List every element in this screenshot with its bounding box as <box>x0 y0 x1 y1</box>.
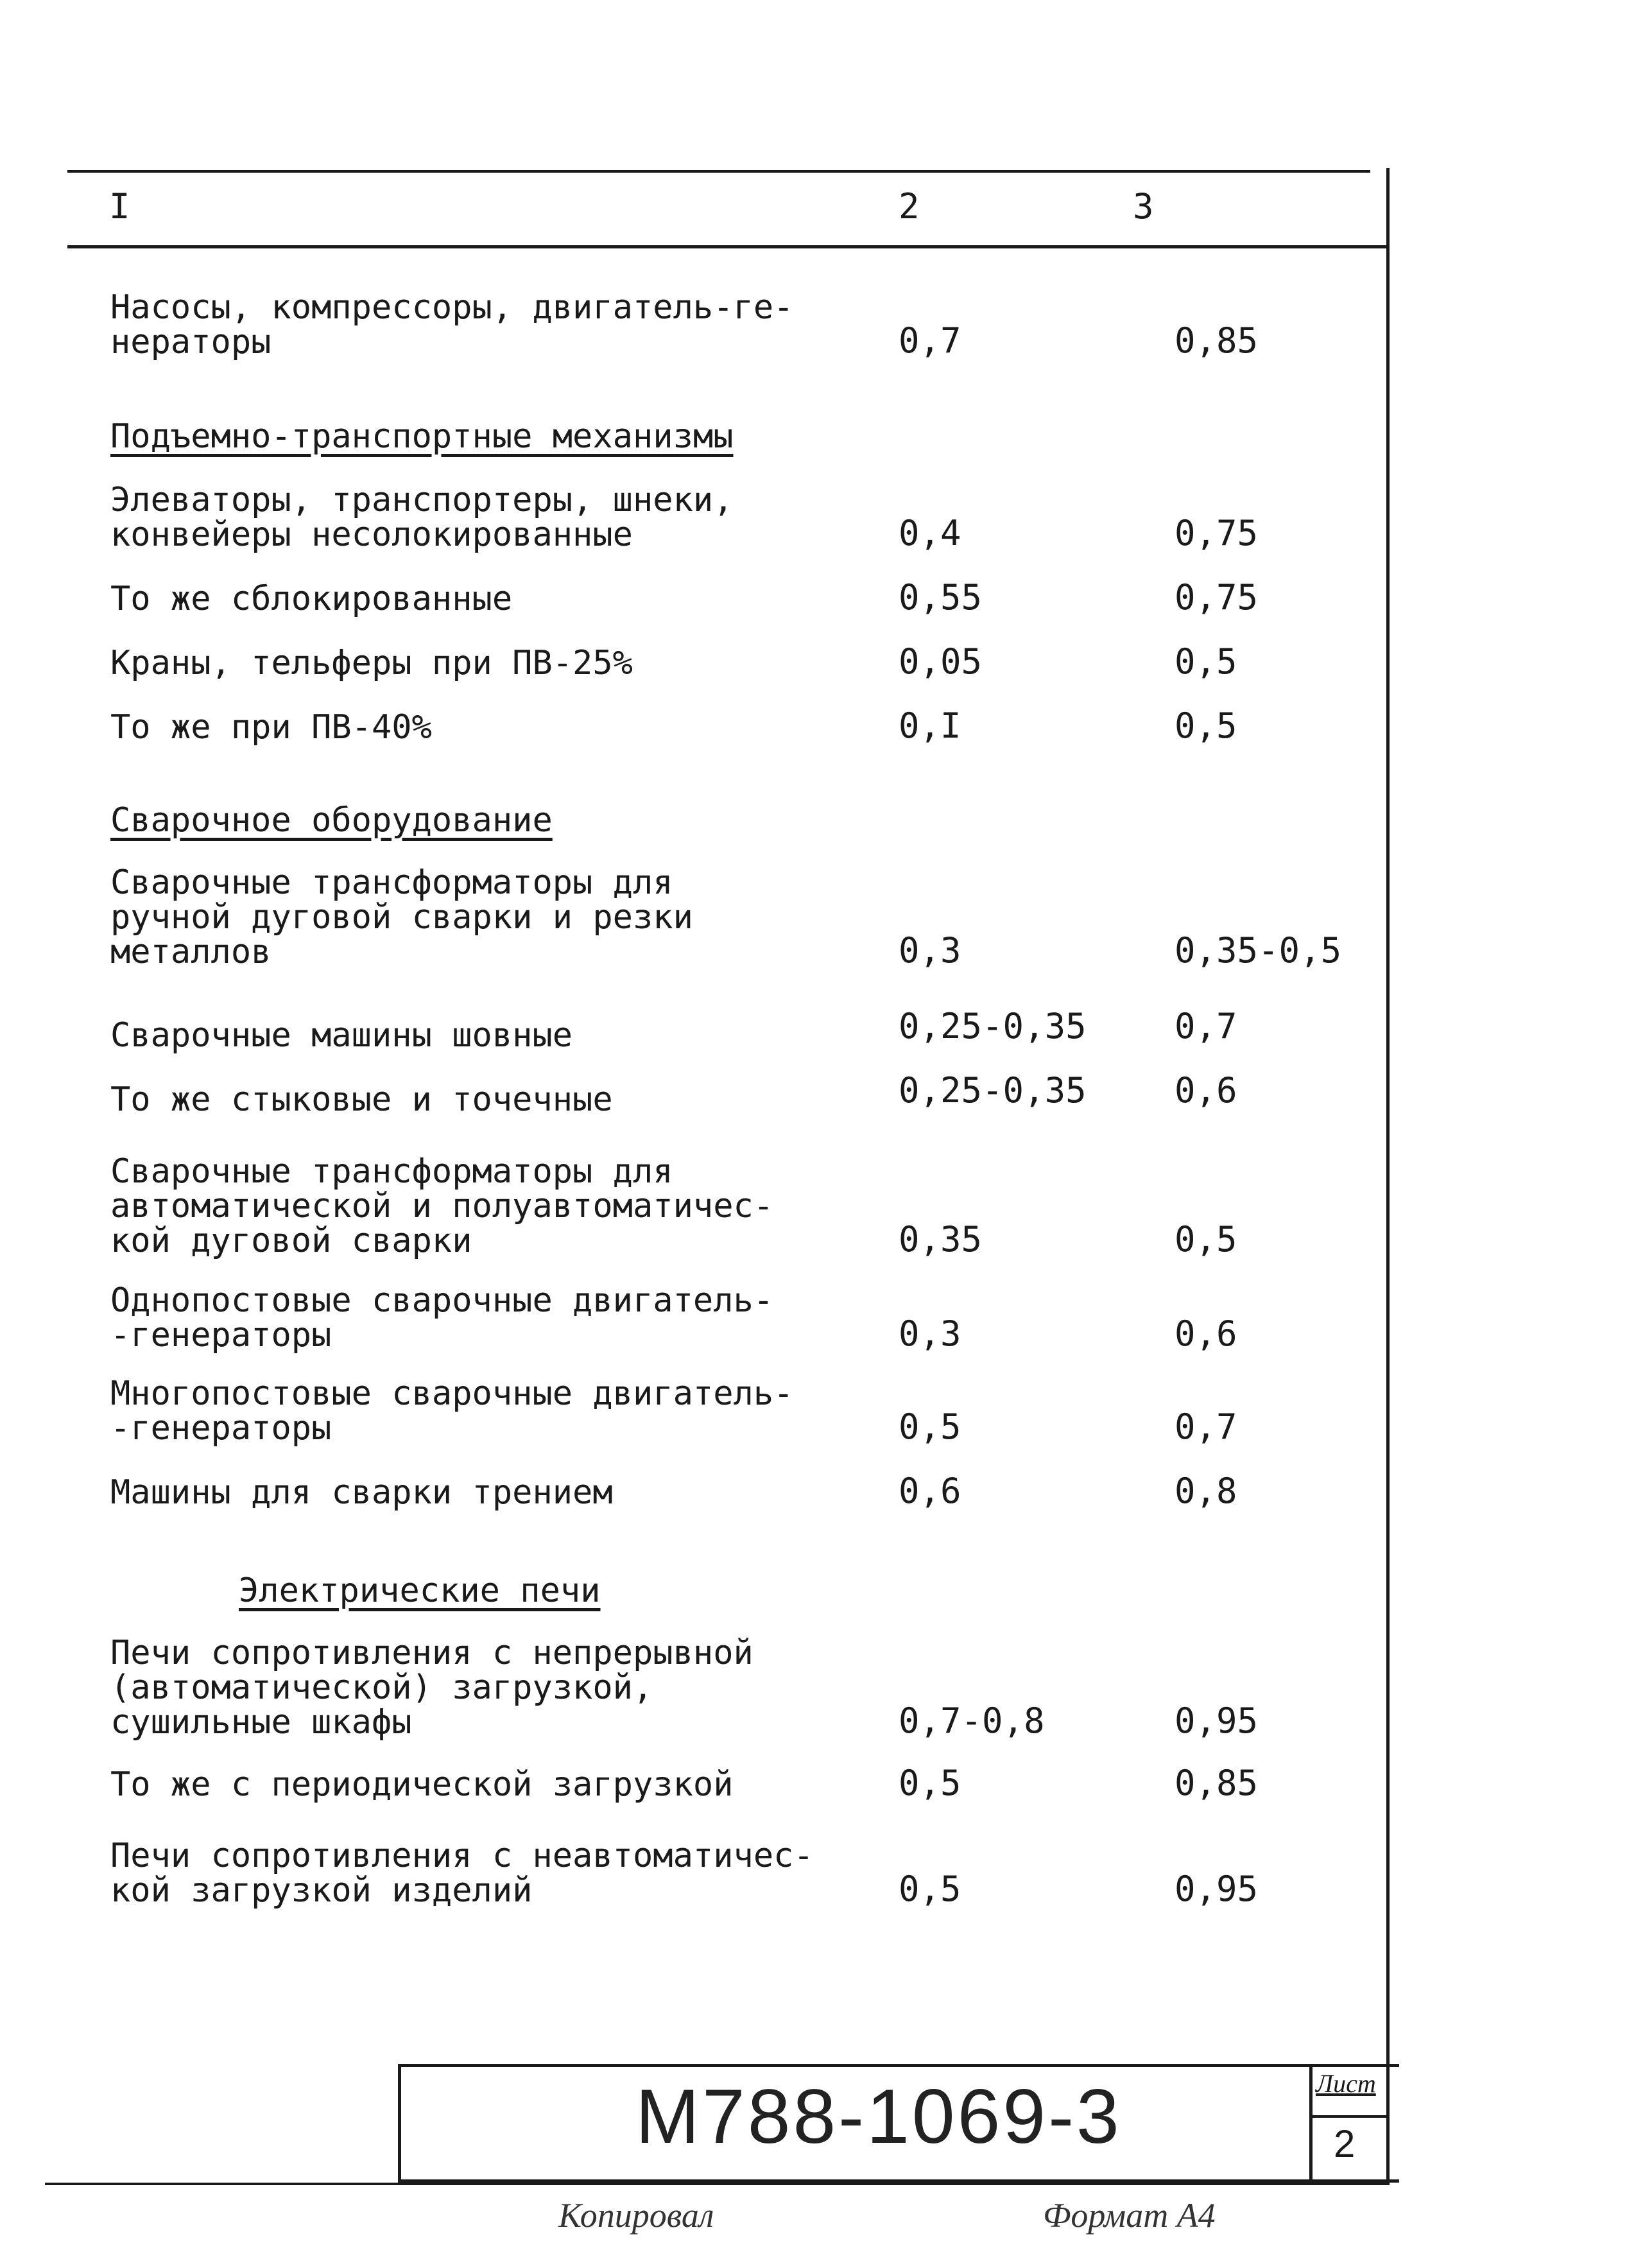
footer-format: Формат А4 <box>1043 2196 1216 2235</box>
value-col2: 0,5 <box>899 1407 961 1447</box>
item-description: То же сблокированные <box>110 580 513 618</box>
table-row <box>0 578 1627 616</box>
table-row <box>0 1152 1627 1258</box>
value-col3: 0,5 <box>1175 1219 1237 1260</box>
item-description: То же при ПВ-40% <box>110 708 432 747</box>
item-description: Печи сопротивления с непрерывной (автоматической) загрузкой, сушильные шкафы <box>110 1634 753 1742</box>
bottom-border <box>45 2183 1390 2185</box>
value-col2: 0,6 <box>899 1471 961 1511</box>
value-col3: 0,85 <box>1175 1763 1259 1803</box>
value-col2: 0,35 <box>899 1219 983 1260</box>
column-header-1: I <box>109 186 130 227</box>
value-col2: 0,7 <box>899 320 961 361</box>
value-col3: 0,95 <box>1175 1869 1259 1909</box>
item-description: Элеваторы, транспортеры, шнеки, конвейеры несолокированные <box>110 481 734 554</box>
column-header-2: 2 <box>899 186 920 227</box>
item-description: Сварочные машины шовные <box>110 1016 573 1055</box>
column-header-3: 3 <box>1133 186 1154 227</box>
value-col2: 0,I <box>899 706 961 746</box>
table-row <box>0 863 1627 969</box>
value-col2: 0,7-0,8 <box>899 1701 1045 1741</box>
section-heading: Сварочное оборудование <box>110 801 553 840</box>
table-row <box>0 1072 1627 1117</box>
table-row <box>0 1374 1627 1446</box>
value-col2: 0,4 <box>899 513 961 553</box>
item-description: Сварочные трансформаторы для ручной дуговой сварки и резки металлов <box>110 863 693 971</box>
item-description: Насосы, компрессоры, двигатель-ге- нераторы <box>110 288 794 361</box>
value-col2: 0,3 <box>899 930 961 971</box>
value-col2: 0,55 <box>899 577 983 618</box>
section-heading: Электрические печи <box>239 1571 601 1610</box>
value-col2: 0,25-0,35 <box>899 1070 1087 1111</box>
value-col2: 0,05 <box>899 641 983 682</box>
value-col3: 0,7 <box>1175 1006 1237 1046</box>
table-row <box>0 1836 1627 1908</box>
value-col3: 0,8 <box>1175 1471 1237 1511</box>
table-row <box>0 1634 1627 1740</box>
table-row <box>0 1281 1627 1353</box>
item-description: То же стыковые и точечные <box>110 1080 613 1119</box>
item-description: Машины для сварки трением <box>110 1473 613 1512</box>
item-description: Однопостовые сварочные двигатель- -генераторы <box>110 1281 774 1355</box>
sheet-box-divider <box>1309 2115 1390 2118</box>
value-col3: 0,75 <box>1175 513 1259 553</box>
section-heading: Подъемно-транспортные механизмы <box>110 417 734 456</box>
value-col2: 0,25-0,35 <box>899 1006 1087 1046</box>
value-col3: 0,35-0,5 <box>1175 930 1342 971</box>
item-description: Печи сопротивления с неавтоматичес- кой загрузкой изделий <box>110 1837 814 1910</box>
table-row <box>0 289 1627 359</box>
table-row <box>0 1008 1627 1053</box>
value-col2: 0,5 <box>899 1869 961 1909</box>
value-col2: 0,3 <box>899 1313 961 1354</box>
item-description: Сварочные трансформаторы для автоматической и полуавтоматичес- кой дуговой сварки <box>110 1152 774 1260</box>
item-description: То же с периодической загрузкой <box>110 1765 734 1804</box>
document-code: М788-1069-3 <box>635 2073 1122 2160</box>
value-col3: 0,85 <box>1175 320 1259 361</box>
sheet-label: Лист <box>1316 2069 1376 2098</box>
table-row <box>0 1762 1627 1802</box>
item-description: Краны, тельферы при ПВ-25% <box>110 644 633 682</box>
sheet-number: 2 <box>1334 2122 1356 2165</box>
table-row <box>0 1470 1627 1510</box>
value-col3: 0,6 <box>1175 1313 1237 1354</box>
value-col3: 0,6 <box>1175 1070 1237 1111</box>
table-row <box>0 642 1627 680</box>
value-col3: 0,7 <box>1175 1407 1237 1447</box>
value-col2: 0,5 <box>899 1763 961 1803</box>
footer-copied: Копировал <box>558 2196 714 2235</box>
table-header-rule <box>67 245 1390 248</box>
table-top-rule <box>67 170 1370 173</box>
table-row <box>0 706 1627 745</box>
table-row <box>0 481 1627 552</box>
value-col3: 0,5 <box>1175 641 1237 682</box>
item-description: Многопостовые сварочные двигатель- -генераторы <box>110 1374 794 1448</box>
value-col3: 0,5 <box>1175 706 1237 746</box>
value-col3: 0,95 <box>1175 1701 1259 1741</box>
value-col3: 0,75 <box>1175 577 1259 618</box>
